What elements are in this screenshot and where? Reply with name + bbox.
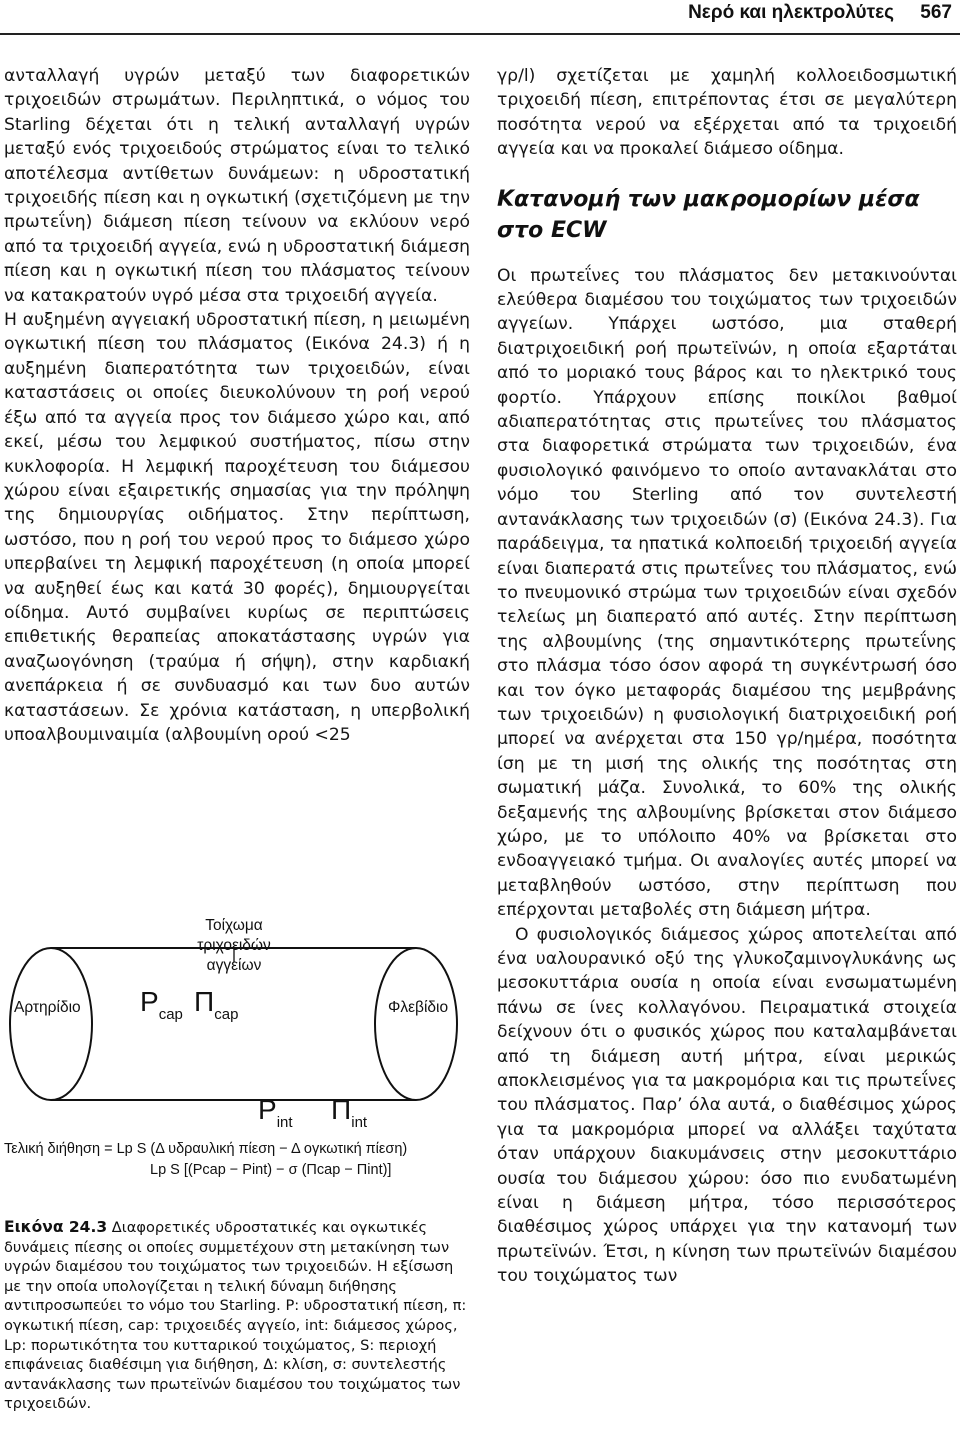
pi-cap-symbol [194,986,238,1023]
filtration-equation-line-2: Lp S [(Pcap − Pint) − σ (Πcap − Πint)] [150,1162,392,1178]
pi-int-symbol [331,1094,367,1131]
caption-text: Διαφορετικές υδροστατικές και ογκωτικές δυνάμεις πίεσης οι οποίες συμμετέχουν στη μετακίνηση των υγρών διαμέσου του τοιχώματος των τριχοειδών. Η εξίσωση με την οποία υπολογίζεται η τελική δύναμη διήθησης αντιπροσωπεύει το νόμο του Starling. P: υδροστατική πίεση, π: ογκωτική πίεση, cap: τριχοειδές αγγείο, int: διάμεσος χώρος, Lp: πορωτικότητα του κυτταρικού τοιχώματος, S: περιοχή επιφάνειας διαθέσιμη για διήθηση, Δ: κλίση, σ: συντελεστής αντανάκλασης των πρωτεϊνών διαμέσου του τοιχώματος των τριχοειδών. [4,1219,467,1413]
left-paragraph-2: Η αυξημένη αγγειακή υδροστατική πίεση, η μειωμένη ογκωτική πίεση του πλάσματος (Εικόνα 24.3) ή η αυξημένη διαπερατότητα των τριχοειδών, είναι καταστάσεις οι οποίες διευκολύνουν τη ροή νερού έξω από τα αγγεία προς τον διάμεσο χώρο και, από εκεί, μέσω του λεμφικού συστήματος, πίσω στην κυκλοφορία. Η λεμφική παροχέτευση του διάμεσου χώρου είναι εξαιρετικής σημασίας για την πρόληψη της δημιουργίας οιδήματος. Στην περίπτωση, ωστόσο, που η ροή του νερού προς το διάμεσο χώρο υπερβαίνει τη λεμφική παροχέτευση (η οποία μπορεί να αυξηθεί έως και κατά 30 φορές), δημιουργείται οίδημα. Αυτό συμβαίνει κυρίως σε περιπτώσεις επιθετικής θεραπείας αποκατάστασης υγρών για αναζωογόνηση (τραύμα ή σήψη), στην καρδιακή ανεπάρκεια ή σε συνδυασμό και των δυο αυτών καταστάσεων. Σε χρόνια κατάσταση, η υπερβολική υποαλβουμιναιμία (αλβουμίνη ορού <25 [4,310,470,745]
capillary-wall-label [154,916,314,976]
left-column [4,64,470,747]
p-cap-letter: P [140,986,159,1017]
caption-label: Εικόνα 24.3 [4,1218,108,1236]
right-paragraph-2: Οι πρωτεΐνες του πλάσματος δεν μετακινούνται ελεύθερα διαμέσου του τοιχώματος των τριχοειδών αγγείων. Υπάρχει ωστόσο, μια σταθερή διατριχοειδική ροή πρωτεϊνών, η οποία εξαρτάται από το μοριακό τους βάρος και το ηλεκτρικό τους φορτίο. Υπάρχουν επίσης ποικίλοι βαθμοί αδιαπερατότητας στις πρωτεΐνες του πλάσματος στα διαφορετικά στρώματα των τριχοειδών, ένα φυσιολογικό φαινόμενο το οποίο αντανακλάται στο νόμο του Sterling από τον συντελεστή αντανάκλασης των τριχοειδών (σ) (Εικόνα 24.3). Για παράδειγμα, τα ηπατικά κολποειδή τριχοειδή αγγεία είναι διαπερατά στις πρωτεΐνες του πλάσματος, ενώ το πνευμονικό στρώμα των τριχοειδών είναι σχεδόν τελείως μη διαπερατό από αυτές. Στην περίπτωση της αλβουμίνης (της σημαντικότερης πρωτεΐνης στο πλάσμα τόσο όσον αφορά τη συγκέντρωσή όσο και τον όγκο μεταφοράς διαμέσου της μεμβράνης των τριχοειδών) η φυσιολογική διατριχοειδική ροή μπορεί να ανέρχεται στα 150 γρ/ημέρα, ποσότητα ίση με τη μισή της ολικής της ποσότητας στη σωματική μάζα. Συνολικά, το 60% της ολικής δεξαμενής της αλβουμίνης βρίσκεται στον διάμεσο χώρο, με το υπόλοιπο 40% να βρίσκεται στο ενδοαγγειακό τμήμα. Οι αναλογίες αυτές μπορεί να μεταβληθούν ωστόσο, στην περίπτωση που επέρχονται μεταβολές στη διάμεση μήτρα. [497,265,957,921]
pi-int-subscript: int [351,1114,368,1131]
left-paragraph-1: ανταλλαγή υγρών μεταξύ των διαφορετικών τριχοειδών στρωμάτων. Περιληπτικά, ο νόμος του Starling δέχεται ότι η τελική ανταλλαγή υγρών μεταξύ ενός τριχοειδούς στρώματος είναι το τελικό αποτέλεσμα αντίθετων δυνάμεων: η υδροστατική τριχοειδής πίεση και η ογκωτική (σχετιζόμενη με την πρωτεΐνη) διάμεση πίεση τείνουν να εκλύουν νερό από τα τριχοειδή αγγεία, ενώ η υδροστατική διάμεση πίεση και η ογκωτική πίεση του πλάσματος τείνουν να κατακρατούν υγρό μέσα στα τριχοειδή αγγεία. [4,66,470,306]
section-heading-line-2: στο ECW [497,217,607,243]
wall-label-line-1: Τοίχωμα [205,917,263,934]
right-column [497,64,957,1289]
filtration-equation-line-1: Τελική διήθηση = Lp S (Δ υδραυλική πίεση − Δ ογκωτική πίεση) [4,1141,408,1157]
pi-cap-subscript: cap [214,1006,239,1023]
right-paragraph-3: Ο φυσιολογικός διάμεσος χώρος αποτελείται από ένα υαλουρανικό οξύ της γλυκοζαμινογλυκάνης ως μεσοκυττάρια ουσία η οποία είναι ενσωματωμένη πάνω σε ίνες κολλαγόνου. Πειραματικά στοιχεία δείχνουν ότι ο φυσικός χώρος που καταλαμβάνεται από τη διάμεση αυτή μήτρα, είναι μερικώς αποκλεισμένος για τα μακρομόρια και τις πρωτεΐνες του πλάσματος. Παρ’ όλα αυτά, ο διαθέσιμος χώρος για τα μακρομόρια μπορεί να αλλάξει ταχύτατα όταν υπάρχουν διακυμάνσεις στην μεσοκυττάριο ουσία του διάμεσου χώρου: όσο πιο ενυδατωμένη είναι η διάμεση μήτρα, τόσο περισσότερος διαθέσιμος χώρος υπάρχει για την κατανομή των πρωτεϊνών. Έτσι, η κίνηση των πρωτεϊνών διαμέσου του τοιχώματος των [497,924,957,1287]
wall-label-line-3: αγγείων [206,957,262,974]
figure-caption [4,1218,470,1414]
arteriole-label: Αρτηρίδιο [14,999,81,1016]
p-int-subscript: int [276,1114,293,1131]
p-cap-symbol [140,986,183,1023]
section-heading-line-1: Κατανομή των μακρομορίων μέσα [497,186,920,212]
wall-label-line-2: τριχοειδών [197,937,271,954]
figure-24-3 [4,910,470,1180]
pi-cap-letter: Π [194,986,215,1017]
page-number: 567 [920,2,952,23]
p-int-letter: P [258,1094,277,1125]
pi-int-letter: Π [331,1094,352,1125]
right-paragraph-1: γρ/l) σχετίζεται με χαμηλή κολλοειδοσμωτική τριχοειδή πίεση, επιτρέποντας έτσι σε μεγαλύτερη ποσότητα νερού να εξέρχεται από τα τριχοειδή αγγεία και να προκαλεί διάμεσο οίδημα. [497,66,957,160]
header-rule [0,33,960,35]
section-heading [497,184,957,246]
venule-label: Φλεβίδιο [388,999,449,1016]
page-header [0,0,960,36]
p-cap-subscript: cap [158,1006,183,1023]
venule-end-ellipse [375,948,457,1100]
running-title: Νερό και ηλεκτρολύτες [688,2,894,23]
arteriole-end-ellipse [10,948,92,1100]
p-int-symbol [258,1094,293,1131]
